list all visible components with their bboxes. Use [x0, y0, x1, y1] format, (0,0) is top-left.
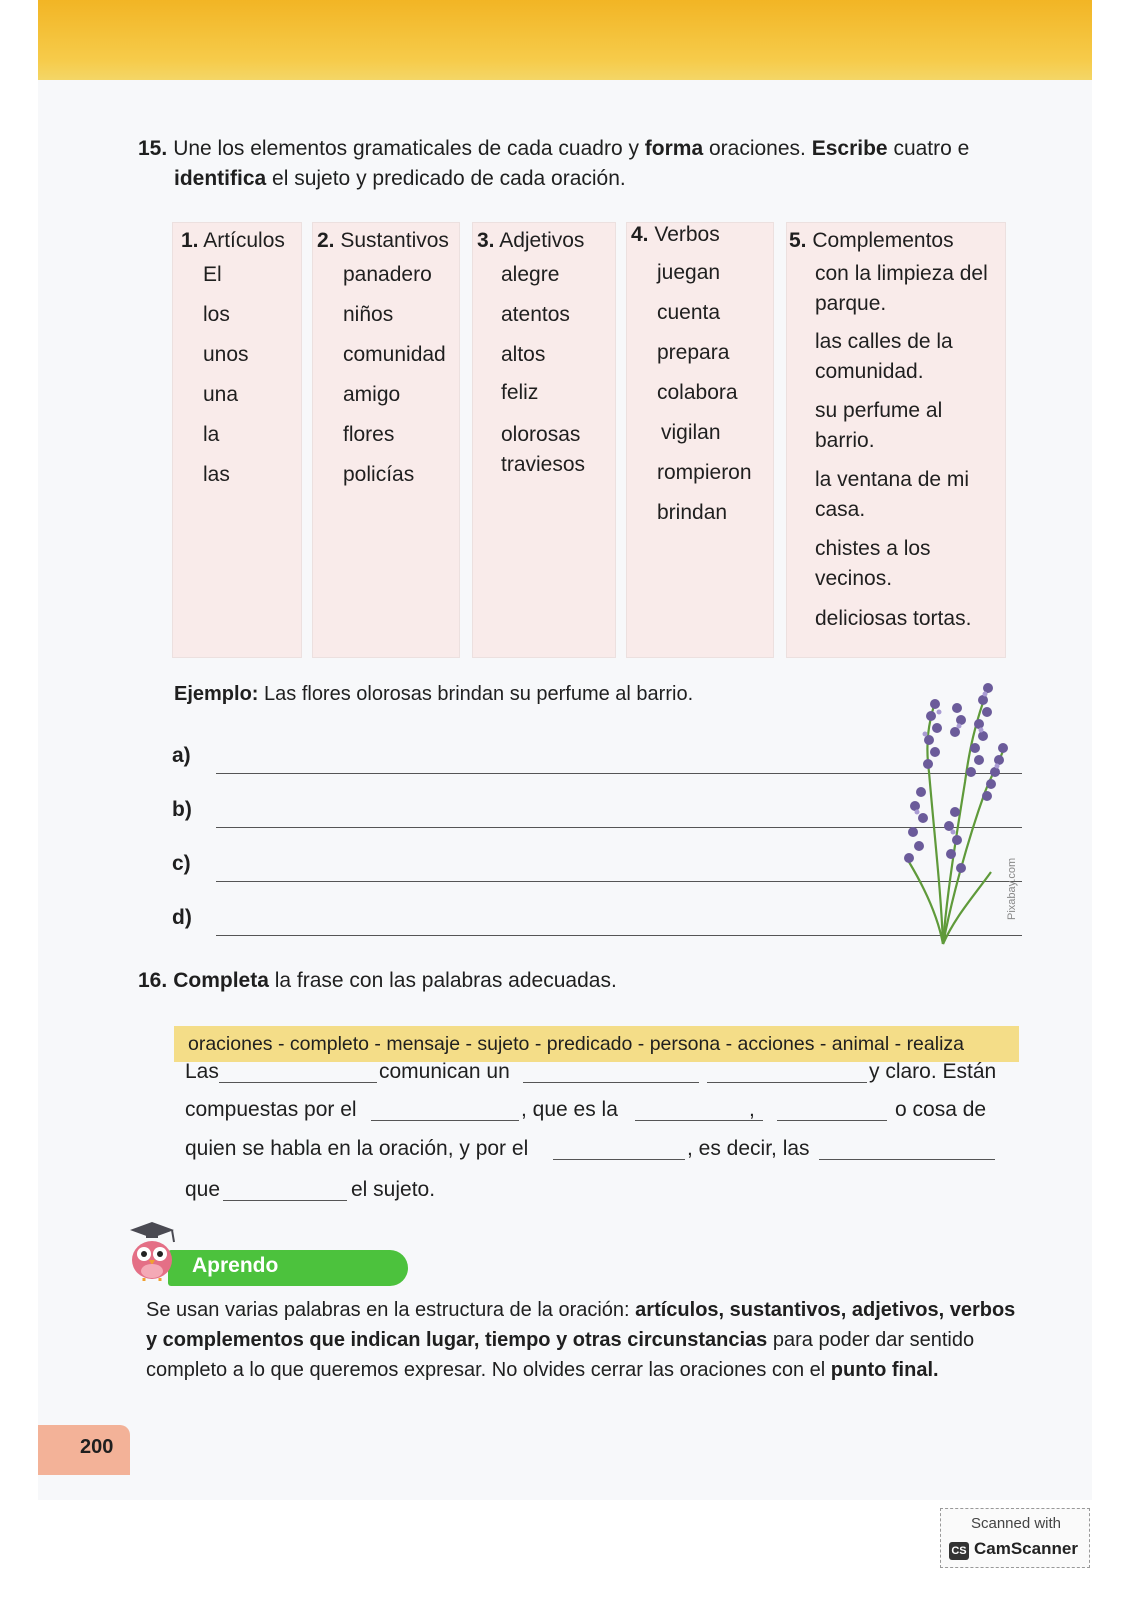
- blank-field[interactable]: [777, 1120, 887, 1121]
- list-item: feliz: [501, 381, 539, 404]
- blank-field[interactable]: [553, 1159, 685, 1160]
- column-verbos: [626, 222, 774, 658]
- list-item: alegre: [501, 263, 560, 286]
- q15-instruction-line2: identifica el sujeto y predicado de cada oración.: [174, 167, 626, 190]
- list-item: la: [203, 423, 220, 446]
- column-adjetivos: [472, 222, 616, 658]
- camscanner-logo-icon: CS: [949, 1542, 969, 1560]
- list-item: prepara: [657, 341, 730, 364]
- answer-letter: b): [172, 798, 192, 821]
- page-number: 200: [80, 1436, 114, 1458]
- list-item: atentos: [501, 303, 570, 326]
- blank-field[interactable]: [707, 1082, 867, 1083]
- list-item: panadero: [343, 263, 432, 286]
- list-item: la ventana de mi casa.: [815, 468, 970, 521]
- word-bank: oraciones - completo - mensaje - sujeto - predicado - persona - acciones - animal - realiza: [174, 1026, 1019, 1062]
- list-item: deliciosas tortas.: [815, 607, 972, 630]
- list-item: su perfume al barrio.: [815, 399, 943, 452]
- aprendo-text: Se usan varias palabras en la estructura de la oración: artículos, sustantivos, adjetivos, verbos y complementos que indican lugar, tiempo y otras circunstancias para poder dar sentido completo a lo que queremos expresar. No olvides cerrar las oraciones con el punto final.: [146, 1299, 1016, 1381]
- fill-line-4: que el sujeto.: [185, 1178, 436, 1201]
- owl-icon: [124, 1220, 180, 1282]
- list-item: las calles de la comunidad.: [815, 330, 953, 383]
- list-item: unos: [203, 343, 249, 366]
- column-header: 3. Adjetivos: [477, 229, 585, 252]
- column-header: 1. Artículos: [181, 229, 285, 252]
- list-item: las: [203, 463, 230, 486]
- list-item: chistes a los vecinos.: [815, 537, 931, 590]
- list-item: altos: [501, 343, 546, 366]
- list-item: El: [203, 263, 222, 286]
- camscanner-name: CamScanner: [974, 1539, 1078, 1558]
- column-header: 2. Sustantivos: [317, 229, 449, 252]
- list-item: juegan: [657, 261, 721, 284]
- list-item: flores: [343, 423, 395, 446]
- lavender-illustration: [895, 672, 1015, 950]
- fill-line-3: quien se habla en la oración, y por el , es decir, las: [185, 1137, 1015, 1169]
- list-item: traviesos: [501, 453, 586, 476]
- camscanner-badge: [940, 1508, 1090, 1568]
- example-sentence: Ejemplo: Las flores olorosas brindan su perfume al barrio.: [174, 683, 694, 705]
- blank-field[interactable]: [219, 1082, 377, 1083]
- image-credit: Pixabay.com: [1006, 857, 1018, 920]
- column-header: 4. Verbos: [631, 223, 720, 246]
- top-color-band: [38, 0, 1092, 80]
- list-item: olorosas: [501, 423, 581, 446]
- blank-field[interactable]: [523, 1082, 699, 1083]
- list-item: rompieron: [657, 461, 752, 484]
- answer-letter: a): [172, 744, 191, 767]
- q15-number: 15.: [138, 137, 168, 160]
- scanned-with-text: Scanned with: [970, 1515, 1062, 1532]
- aprendo-label: Aprendo: [192, 1254, 279, 1277]
- q15-instruction-line1: 15. Une los elementos gramaticales de cada cuadro y forma oraciones. Escribe cuatro e: [138, 137, 970, 160]
- list-item: amigo: [343, 383, 401, 406]
- answer-letter: d): [172, 906, 192, 929]
- column-sustantivos: [312, 222, 460, 658]
- list-item: brindan: [657, 501, 728, 524]
- fill-line-2: compuestas por el , que es la , o cosa de: [185, 1098, 987, 1121]
- blank-field[interactable]: [635, 1120, 763, 1121]
- column-complementos: [786, 222, 1006, 658]
- list-item: comunidad: [343, 343, 446, 366]
- list-item: policías: [343, 463, 415, 486]
- list-item: niños: [343, 303, 394, 326]
- list-item: cuenta: [657, 301, 721, 324]
- list-item: con la limpieza del parque.: [815, 262, 988, 315]
- list-item: vigilan: [661, 421, 721, 444]
- list-item: una: [203, 383, 239, 406]
- blank-field[interactable]: [819, 1159, 995, 1160]
- column-header: 5. Complementos: [789, 229, 954, 252]
- q16-instruction: 16. Completa la frase con las palabras adecuadas.: [138, 969, 617, 992]
- list-item: los: [203, 303, 230, 326]
- answer-letter: c): [172, 852, 191, 875]
- blank-field[interactable]: [371, 1120, 519, 1121]
- q16-number: 16.: [138, 969, 168, 992]
- fill-line-1: Las comunican un y claro. Están: [185, 1060, 997, 1083]
- blank-field[interactable]: [223, 1200, 347, 1201]
- column-articulos: [172, 222, 302, 658]
- list-item: colabora: [657, 381, 738, 404]
